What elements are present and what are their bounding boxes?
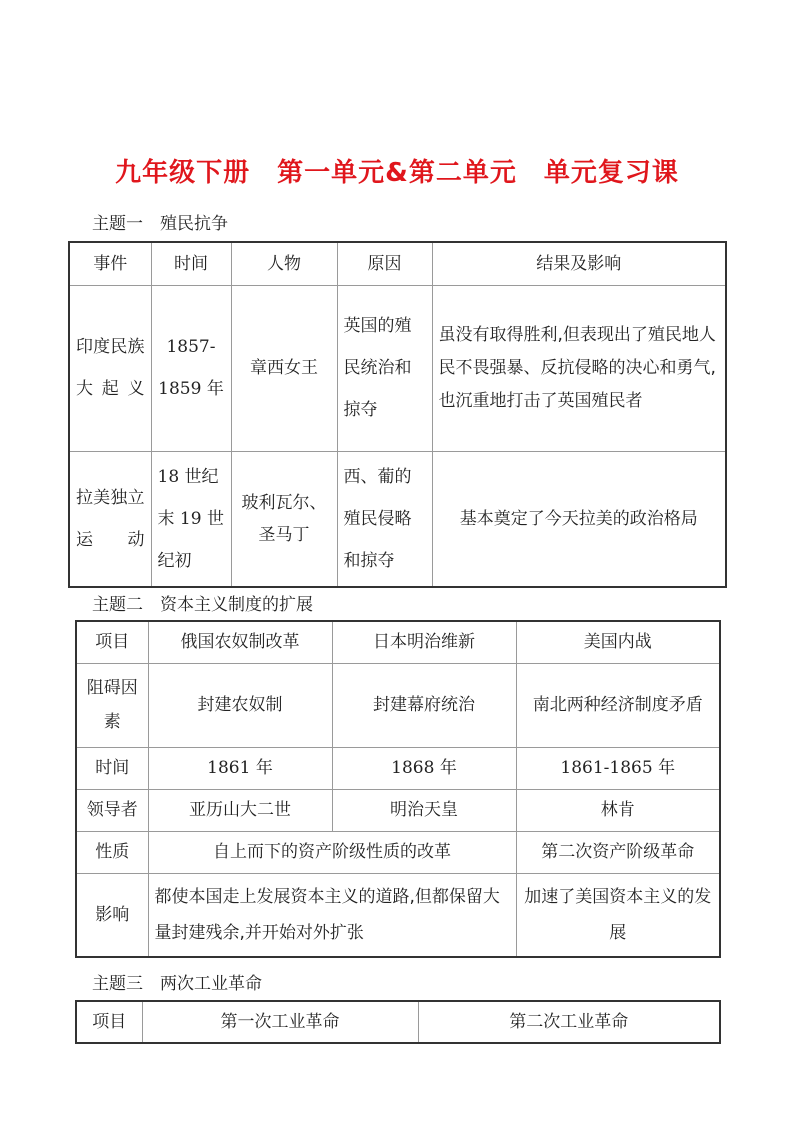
section-heading-theme2: 主题二 资本主义制度的扩展 — [92, 595, 313, 615]
header-cell: 项目 — [76, 1001, 142, 1043]
event-cell: 拉美独立运动 — [69, 451, 151, 587]
time-russia: 1861 年 — [148, 747, 332, 789]
table-row — [69, 285, 726, 451]
header-cell: 事件 — [69, 242, 151, 285]
event-cell: 印度民族大起义 — [69, 285, 151, 451]
cause-cell: 英国的殖民统治和掠夺 — [337, 285, 432, 451]
row-label: 领导者 — [76, 789, 148, 831]
table-row — [69, 451, 726, 587]
obstacle-usa: 南北两种经济制度矛盾 — [516, 663, 720, 747]
nature-russia-japan: 自上而下的资产阶级性质的改革 — [148, 831, 516, 873]
header-cell: 原因 — [337, 242, 432, 285]
header-cell: 第一次工业革命 — [142, 1001, 418, 1043]
row-label: 影响 — [76, 873, 148, 957]
table-row — [76, 873, 720, 957]
obstacle-russia: 封建农奴制 — [148, 663, 332, 747]
section-heading-theme1: 主题一 殖民抗争 — [92, 214, 228, 234]
header-cell: 项目 — [76, 621, 148, 663]
person-cell: 章西女王 — [231, 285, 337, 451]
table-row — [76, 789, 720, 831]
impact-russia-japan: 都使本国走上发展资本主义的道路,但都保留大量封建残余,并开始对外扩张 — [148, 873, 516, 957]
header-cell: 时间 — [151, 242, 231, 285]
table-row — [76, 663, 720, 747]
header-cell: 日本明治维新 — [332, 621, 516, 663]
time-usa: 1861-1865 年 — [516, 747, 720, 789]
impact-usa: 加速了美国资本主义的发展 — [516, 873, 720, 957]
header-cell: 人物 — [231, 242, 337, 285]
page-title: 九年级下册 第一单元&第二单元 单元复习课 — [115, 158, 679, 188]
table-industrial-revolutions — [75, 1000, 721, 1044]
header-cell: 第二次工业革命 — [418, 1001, 720, 1043]
obstacle-japan: 封建幕府统治 — [332, 663, 516, 747]
table-row — [76, 831, 720, 873]
row-label: 性质 — [76, 831, 148, 873]
table-header-row — [69, 242, 726, 285]
cause-cell: 西、葡的殖民侵略和掠夺 — [337, 451, 432, 587]
time-japan: 1868 年 — [332, 747, 516, 789]
table-header-row — [76, 621, 720, 663]
leader-usa: 林肯 — [516, 789, 720, 831]
result-cell: 虽没有取得胜利,但表现出了殖民地人民不畏强暴、反抗侵略的决心和勇气,也沉重地打击了英国殖民者 — [432, 285, 726, 451]
row-label: 时间 — [76, 747, 148, 789]
table-capitalism-expansion — [75, 620, 721, 958]
row-label: 阻碍因素 — [76, 663, 148, 747]
nature-usa: 第二次资产阶级革命 — [516, 831, 720, 873]
table-header-row — [76, 1001, 720, 1043]
table-row — [76, 747, 720, 789]
header-cell: 结果及影响 — [432, 242, 726, 285]
section-heading-theme3: 主题三 两次工业革命 — [92, 974, 262, 994]
person-cell: 玻利瓦尔、圣马丁 — [231, 451, 337, 587]
time-cell: 1857-1859 年 — [151, 285, 231, 451]
leader-japan: 明治天皇 — [332, 789, 516, 831]
result-cell: 基本奠定了今天拉美的政治格局 — [432, 451, 726, 587]
header-cell: 美国内战 — [516, 621, 720, 663]
table-colonial-resistance — [68, 241, 727, 588]
header-cell: 俄国农奴制改革 — [148, 621, 332, 663]
leader-russia: 亚历山大二世 — [148, 789, 332, 831]
time-cell: 18 世纪末 19 世纪初 — [151, 451, 231, 587]
